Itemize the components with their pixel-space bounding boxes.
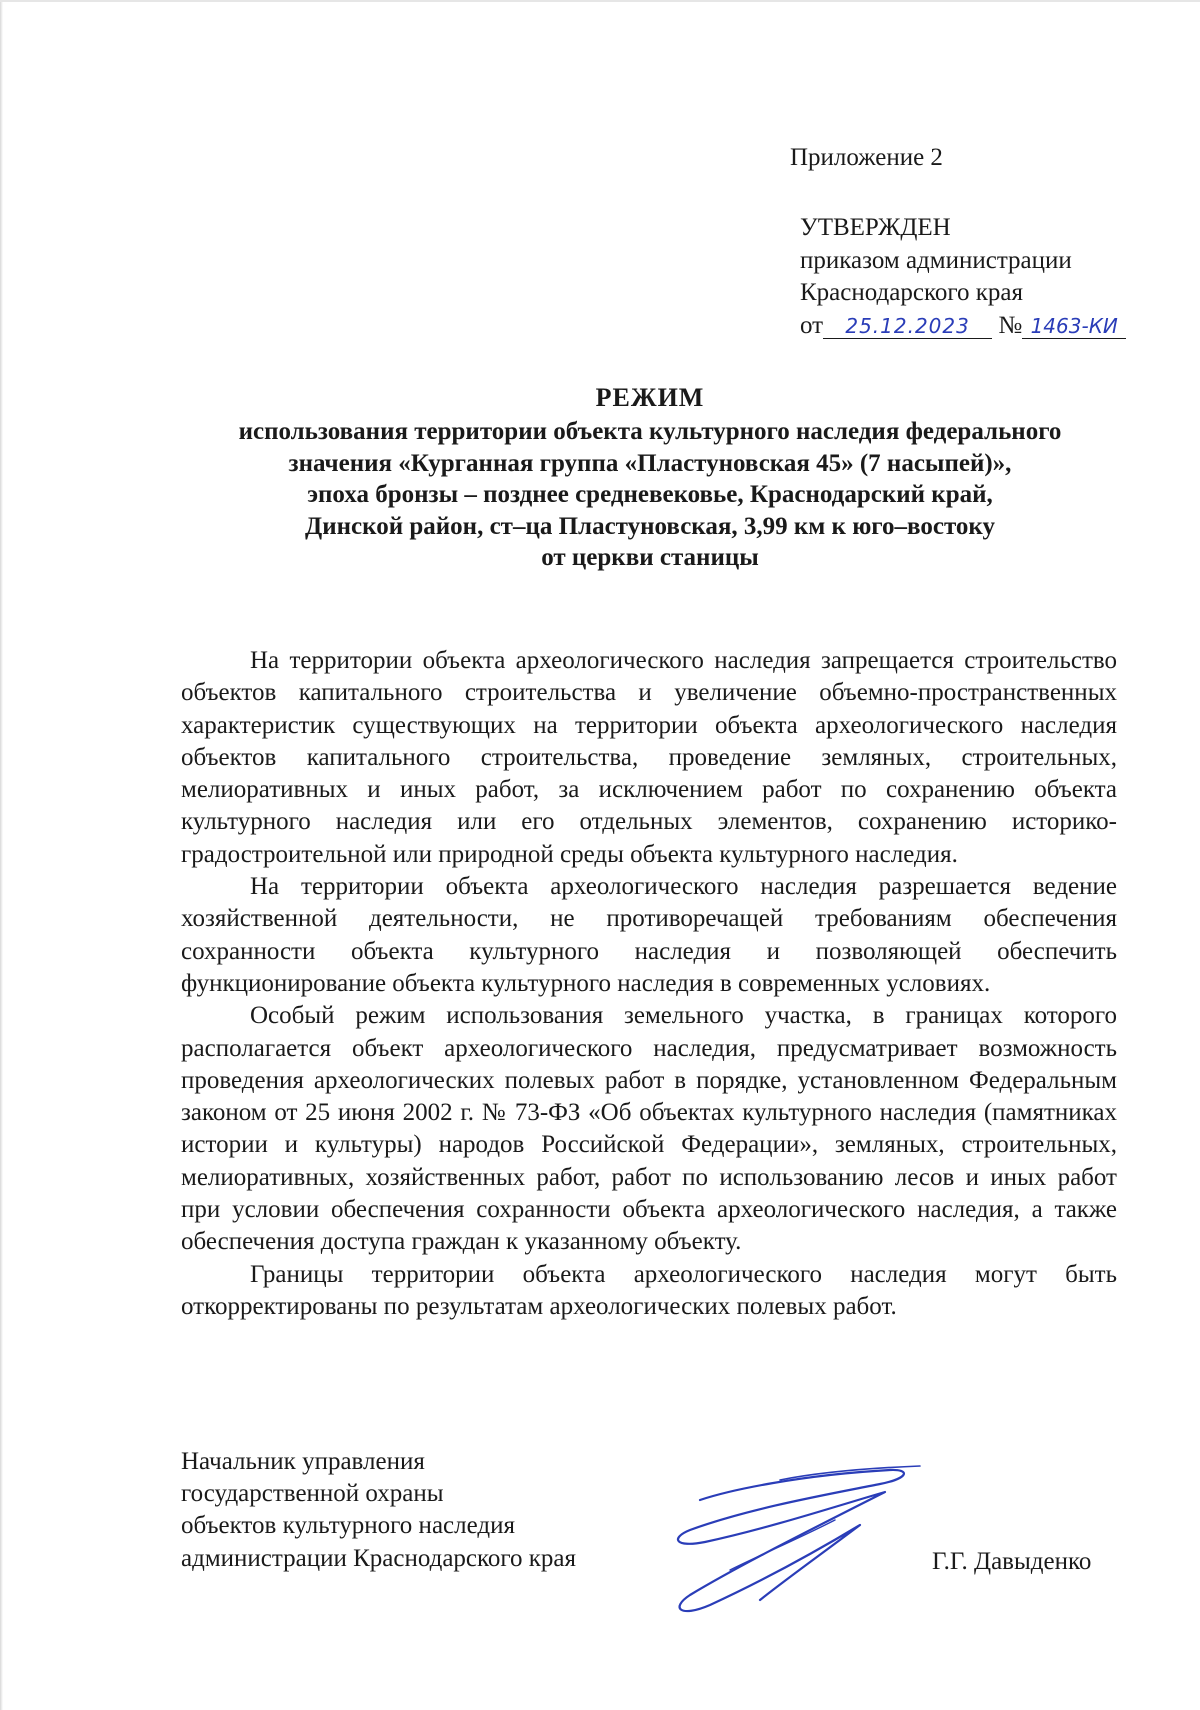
signer-position-line: объектов культурного наследия [181,1512,515,1540]
paragraph-special-regime: Особый режим использования земельного участка, в границах которого располагается объект археологического наследия, предусматривает возможность проведения археологических полевых работ в порядке, установленном Федеральным законом от 25 июня 2002 г. № 73-ФЗ «Об объектах культурного наследия (памятниках истории и культуры) народов Российской Федерации», земляных, строительных, мелиоративных, хозяйственных работ, работ по использованию лесов и иных работ при условии обеспечения сохранности объекта археологического наследия, а также обеспечения доступа граждан к указанному объекту. [181,1002,1117,1256]
handwritten-date: 25.12.2023 [823,314,992,339]
subtitle-line: от церкви станицы [541,544,759,571]
signer-position [181,1446,576,1575]
subtitle-line: значения «Курганная группа «Пластуновская 45» (7 насыпей)», [288,449,1012,477]
approved-by-line: приказом администрации [800,246,1072,274]
number-prefix: № [998,311,1023,339]
handwritten-signature [660,1460,960,1625]
approval-block [800,212,1126,342]
annex-label: Приложение 2 [790,144,943,171]
subtitle-line: Динской район, ст–ца Пластуновская, 3,99 км к юго–востоку [305,512,995,540]
date-prefix: от [800,311,824,339]
signer-name: Г.Г. Давыденко [932,1548,1092,1575]
subtitle-line: эпоха бронзы – позднее средневековье, Краснодарский край, [307,481,993,508]
handwritten-number: 1463-КИ [1022,314,1126,339]
signer-position-line: государственной охраны [181,1480,444,1508]
body-text [181,645,1117,1323]
paragraph-boundaries: Границы территории объекта археологического наследия могут быть откорректированы по результатам археологических полевых работ. [181,1260,1117,1320]
document-title [140,383,1160,574]
scan-edge [0,0,3,1710]
approval-date-number-line [800,310,1126,343]
scan-edge-top [0,0,1200,2]
approved-heading: УТВЕРЖДЕН [800,214,951,241]
paragraph-prohibitions: На территории объекта археологического наследия запрещается строительство объектов капитального строительства и увеличение объемно-пространственных характеристик существующих на территории объекта археологического наследия объектов капитального строительства, проведение земляных, строительных, мелиоративных и иных работ, за исключением работ по сохранению объекта культурного наследия или его отдельных элементов, сохранению историко-градостроительной или природной среды объекта культурного наследия. [181,647,1117,868]
paragraph-permitted-activity: На территории объекта археологического наследия разрешается ведение хозяйственной деятельности, не противоречащей требованиям обеспечения сохранности объекта культурного наследия и позволяющей обеспечить функционирование объекта культурного наследия в современных условиях. [181,873,1117,997]
signer-position-line: Начальник управления [181,1448,425,1475]
title-main: РЕЖИМ [595,383,705,412]
approved-region-line: Краснодарского края [800,279,1023,306]
subtitle-line: использования территории объекта культурного наследия федерального [238,418,1062,445]
signer-position-line: администрации Краснодарского края [181,1544,577,1572]
title-subtitle [140,416,1160,574]
